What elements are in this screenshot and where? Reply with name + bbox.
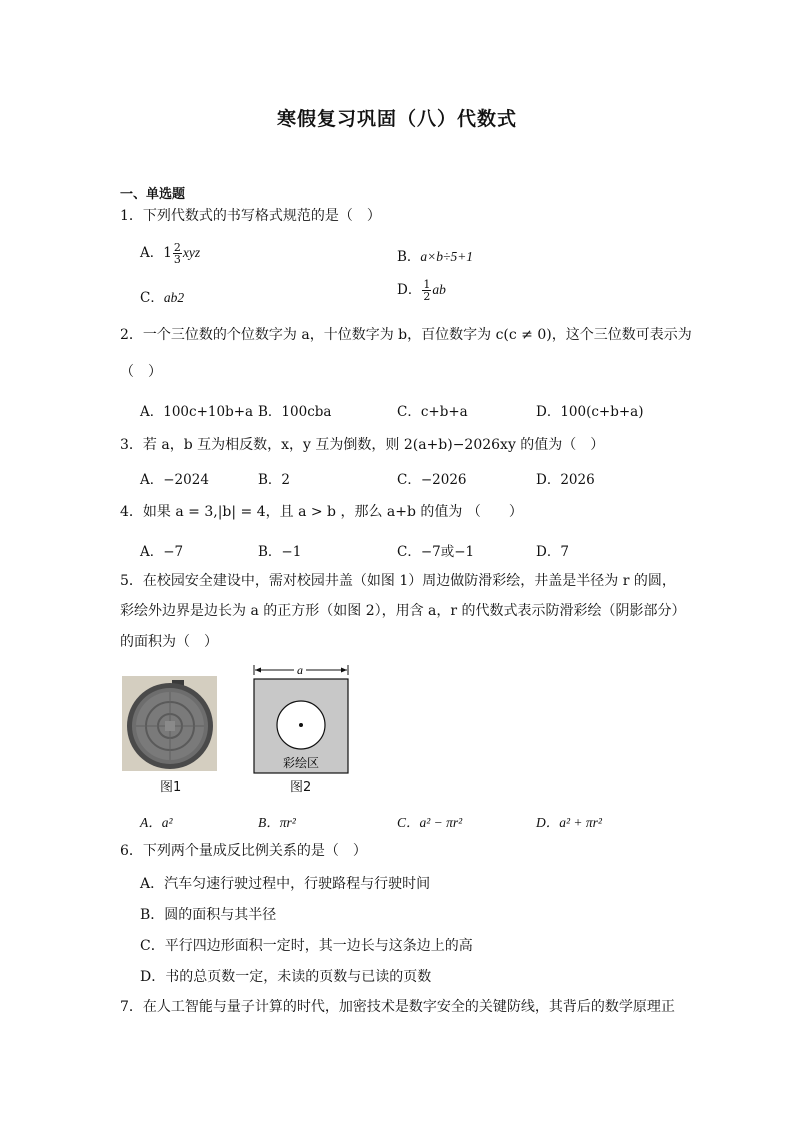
- question-6-option-b: B．圆的面积与其半径: [140, 907, 277, 923]
- question-6-option-a: A．汽车匀速行驶过程中，行驶路程与行驶时间: [140, 876, 431, 892]
- question-1-option-a: A．1 $\frac{2}{3}$ xyz: [140, 241, 201, 266]
- question-4-option-a: A．−7: [140, 544, 184, 560]
- question-1-stem: 1．下列代数式的书写格式规范的是（ ）: [120, 208, 381, 224]
- question-4-stem: 4．如果 a = 3,|b| = 4，且 a > b ，那么 a+b 的值为 （ ）: [120, 504, 523, 520]
- figure-2-caption: 图2: [290, 780, 312, 795]
- question-4-option-b: B．−1: [258, 544, 302, 560]
- question-2-option-d: D．100(c+b+a): [536, 404, 644, 420]
- question-6-stem: 6．下列两个量成反比例关系的是（ ）: [120, 843, 367, 859]
- question-4-option-d: D．7: [536, 544, 569, 560]
- question-5-option-d: D．a² + πr²: [536, 815, 602, 830]
- question-5-option-c: C．a² − πr²: [397, 815, 463, 830]
- question-7-stem: 7．在人工智能与量子计算的时代，加密技术是数字安全的关键防线，其背后的数学原理正: [120, 999, 675, 1015]
- square-with-circle-diagram: [250, 663, 350, 775]
- question-3-option-d: D．2026: [536, 472, 595, 488]
- question-6-option-c: C．平行四边形面积一定时，其一边长与这条边上的高: [140, 938, 473, 954]
- section-heading: 一、单选题: [120, 187, 186, 202]
- question-6-option-d: D．书的总页数一定，未读的页数与已读的页数: [140, 969, 432, 985]
- dimension-label-a: a: [297, 663, 303, 677]
- square-diagram: [250, 663, 350, 775]
- question-3-stem: 3．若 a，b 互为相反数，x，y 互为倒数，则 2(a+b)−2026xy 的值为（ ）: [120, 437, 605, 453]
- question-4-option-c: C．−7或−1: [397, 544, 475, 560]
- question-5-stem-line-3: 的面积为（ ）: [120, 634, 218, 650]
- document-title: 寒假复习巩固（八）代数式: [276, 108, 517, 130]
- question-5-option-a: A．a²: [140, 815, 173, 830]
- question-2-option-c: C．c+b+a: [397, 404, 468, 420]
- question-5-option-b: B．πr²: [258, 815, 296, 830]
- question-1-option-c: C．ab2: [140, 290, 185, 306]
- question-1-option-d: D． $\frac{1}{2}$ ab: [397, 278, 446, 303]
- question-5-stem-line-1: 5．在校园安全建设中，需对校园井盖（如图 1）周边做防滑彩绘，井盖是半径为 r 的圆，: [120, 573, 676, 589]
- question-5-stem-line-2: 彩绘外边界是边长为 a 的正方形（如图 2），用含 a，r 的代数式表示防滑彩绘（阴影部分）: [120, 603, 686, 619]
- question-2-stem: 2．一个三位数的个位数字为 a，十位数字为 b，百位数字为 c(c ≠ 0)，这个三位数可表示为: [120, 327, 692, 343]
- painted-area-label: 彩绘区: [282, 756, 320, 770]
- fraction: $\frac{1}{2}$: [423, 278, 431, 303]
- question-3-option-b: B．2: [258, 472, 291, 488]
- figure-1-caption: 图1: [160, 780, 182, 795]
- question-2-option-b: B．100cba: [258, 404, 332, 420]
- question-2-option-a: A．100c+10b+a: [140, 404, 254, 420]
- question-3-option-c: C．−2026: [397, 472, 467, 488]
- question-2-stem-continued: （ ）: [120, 364, 162, 380]
- fraction: $\frac{2}{3}$: [173, 241, 181, 266]
- question-1-option-b: B．a×b÷5+1: [397, 249, 474, 265]
- manhole-cover-photo: [122, 676, 217, 771]
- question-3-option-a: A．−2024: [140, 472, 209, 488]
- manhole-cover-image: [122, 676, 217, 771]
